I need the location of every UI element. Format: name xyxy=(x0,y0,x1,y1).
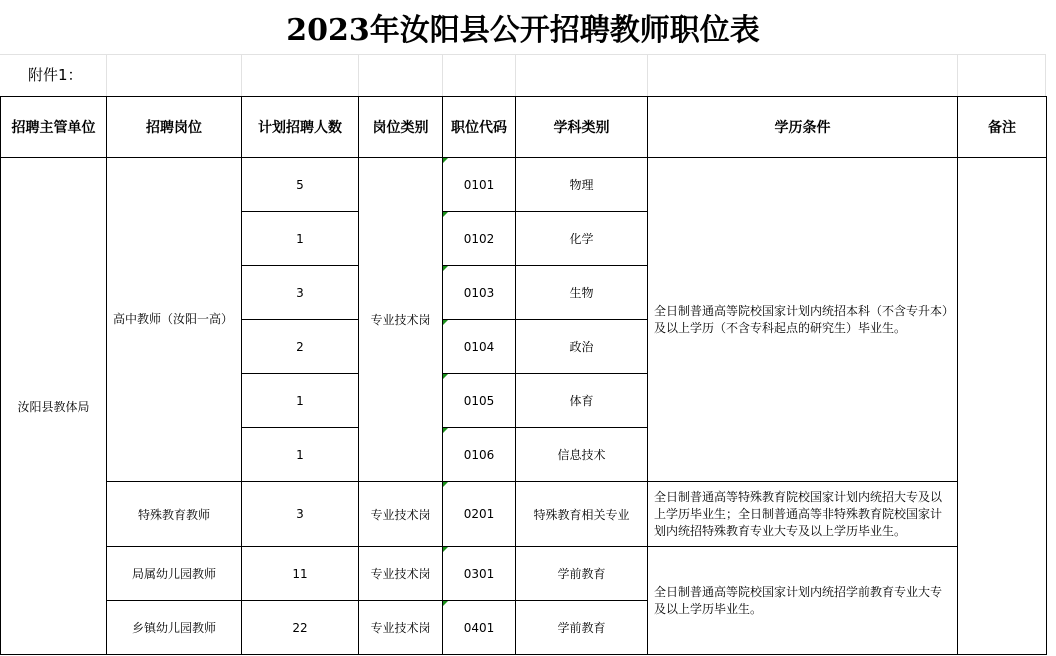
education-cell: 全日制普通高等特殊教育院校国家计划内统招大专及以上学历毕业生；全日制普通高等非特殊教育院校国家计划内统招特殊教育专业大专及以上学历毕业生。 xyxy=(648,482,958,547)
header-category: 岗位类别 xyxy=(359,97,443,158)
position-cell: 乡镇幼儿园教师 xyxy=(107,601,242,655)
code-cell: 0102 xyxy=(443,212,516,266)
subject-cell: 信息技术 xyxy=(516,428,648,482)
subject-cell: 化学 xyxy=(516,212,648,266)
position-cell: 特殊教育教师 xyxy=(107,482,242,547)
subject-cell: 生物 xyxy=(516,266,648,320)
header-unit: 招聘主管单位 xyxy=(1,97,107,158)
code-cell: 0201 xyxy=(443,482,516,547)
header-notes: 备注 xyxy=(958,97,1047,158)
count-cell: 5 xyxy=(242,158,359,212)
count-cell: 3 xyxy=(242,482,359,547)
education-cell: 全日制普通高等院校国家计划内统招学前教育专业大专及以上学历毕业生。 xyxy=(648,547,958,655)
category-cell: 专业技术岗 xyxy=(359,158,443,482)
unit-cell: 汝阳县教体局 xyxy=(1,158,107,655)
category-cell: 专业技术岗 xyxy=(359,601,443,655)
subject-cell: 体育 xyxy=(516,374,648,428)
code-cell: 0401 xyxy=(443,601,516,655)
subject-cell: 物理 xyxy=(516,158,648,212)
count-cell: 22 xyxy=(242,601,359,655)
count-cell: 1 xyxy=(242,212,359,266)
code-cell: 0103 xyxy=(443,266,516,320)
notes-cell xyxy=(958,158,1047,655)
attachment-row xyxy=(0,54,1046,96)
code-cell: 0106 xyxy=(443,428,516,482)
subject-cell: 特殊教育相关专业 xyxy=(516,482,648,547)
count-cell: 1 xyxy=(242,428,359,482)
position-cell: 局属幼儿园教师 xyxy=(107,547,242,601)
page-title: 2023年汝阳县公开招聘教师职位表 xyxy=(0,0,1046,55)
code-cell: 0301 xyxy=(443,547,516,601)
category-cell: 专业技术岗 xyxy=(359,547,443,601)
attachment-label: 附件1： xyxy=(28,66,83,84)
table-row xyxy=(1,482,1047,547)
code-cell: 0104 xyxy=(443,320,516,374)
education-cell: 全日制普通高等院校国家计划内统招本科（不含专升本）及以上学历（不含专科起点的研究生）毕业生。 xyxy=(648,158,958,482)
position-cell: 高中教师（汝阳一高） xyxy=(107,158,242,482)
category-cell: 专业技术岗 xyxy=(359,482,443,547)
count-cell: 1 xyxy=(242,374,359,428)
header-code: 职位代码 xyxy=(443,97,516,158)
count-cell: 11 xyxy=(242,547,359,601)
header-subject: 学科类别 xyxy=(516,97,648,158)
subject-cell: 政治 xyxy=(516,320,648,374)
header-position: 招聘岗位 xyxy=(107,97,242,158)
count-cell: 3 xyxy=(242,266,359,320)
table-row xyxy=(1,547,1047,601)
count-cell: 2 xyxy=(242,320,359,374)
code-cell: 0101 xyxy=(443,158,516,212)
table-header-row xyxy=(1,97,1047,158)
table-row xyxy=(1,158,1047,212)
subject-cell: 学前教育 xyxy=(516,547,648,601)
header-education: 学历条件 xyxy=(648,97,958,158)
positions-table xyxy=(0,96,1047,655)
header-count: 计划招聘人数 xyxy=(242,97,359,158)
code-cell: 0105 xyxy=(443,374,516,428)
subject-cell: 学前教育 xyxy=(516,601,648,655)
